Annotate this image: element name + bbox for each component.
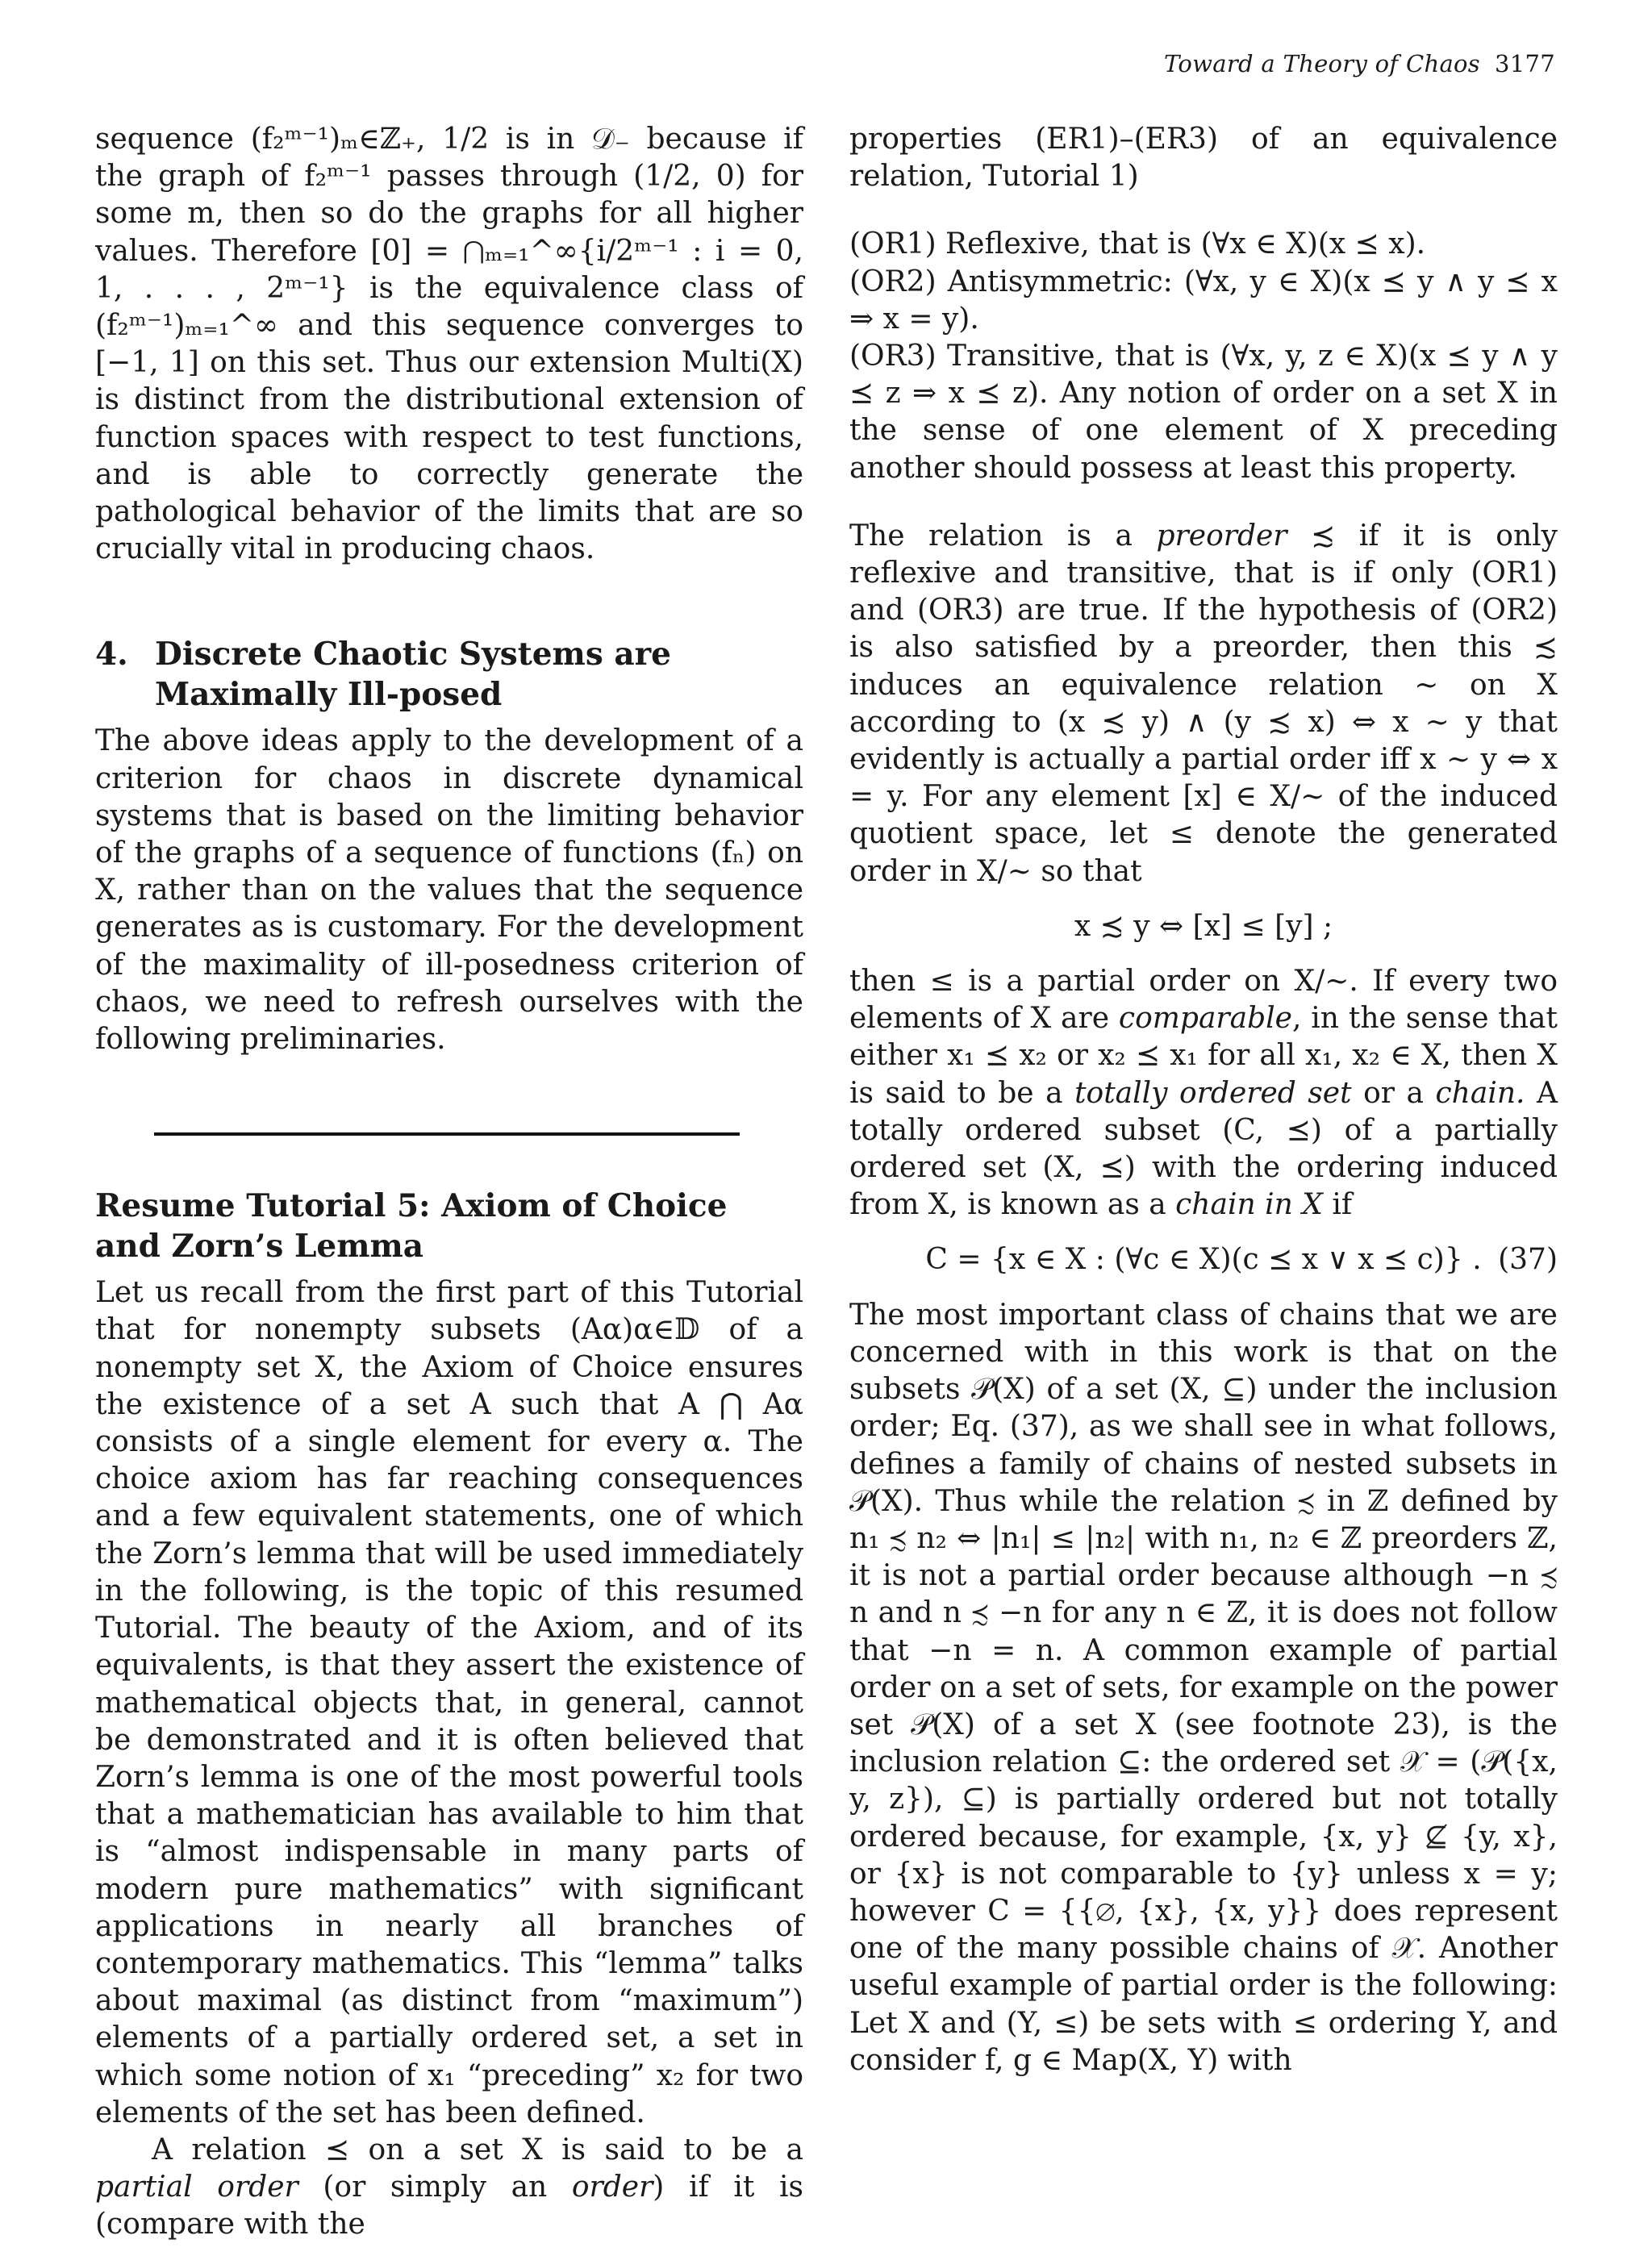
tutorial-divider — [154, 1132, 740, 1136]
tutorial-title-line1: Resume Tutorial 5: Axiom of Choice — [95, 1187, 728, 1225]
or3-item: (OR3) Transitive, that is (∀x, y, z ∈ X)(x ⪯ y ∧ y ⪯ z ⇒ x ⪯ z). Any notion of order on a set X in the sense of one element of X preceding another should possess at least this property. — [849, 340, 1558, 485]
chain-paragraph: then ≤ is a partial order on X/∼. If every two elements of X are comparable, in the sense that either x₁ ⪯ x₂ or x₂ ⪯ x₁ for all x₁, x₂ ∈ X, then X is said to be a totally ordered set or a chain. A totally ordered subset (C, ⪯) of a partially ordered set (X, ⪯) with the ordering induced from X, is known as a chain in X if — [849, 965, 1558, 1222]
partial-order-paragraph: A relation ⪯ on a set X is said to be a partial order (or simply an order) if it is (compare with the — [95, 2133, 804, 2242]
equation-number: (37) — [1498, 1243, 1558, 1277]
tutorial-heading — [95, 1186, 803, 1266]
section-heading — [95, 634, 803, 715]
section-title-line2: Maximally Ill-posed — [155, 676, 503, 714]
or2-item: (OR2) Antisymmetric: (∀x, y ∈ X)(x ⪯ y ∧ y ⪯ x ⇒ x = y). — [849, 265, 1558, 336]
running-title: Toward a Theory of Chaos — [1163, 50, 1480, 77]
paragraph-continued-right: properties (ER1)–(ER3) of an equivalence relation, Tutorial 1) — [849, 123, 1558, 194]
right-column — [849, 121, 1558, 2079]
section-intro-paragraph: The above ideas apply to the development of a criterion for chaos in discrete dynamical systems that is based on the limiting behavior of the graphs of a sequence of functions (fₙ) on X, rather than on the values that the sequence generates as is customary. For the development of the maximality of ill-posedness criterion of chaos, we need to refresh ourselves with the following preliminaries. — [95, 724, 803, 1057]
section-number: 4. — [95, 636, 128, 674]
tutorial-paragraph: Let us recall from the first part of this Tutorial that for nonempty subsets (Aα)α∈𝔻 of a nonempty set X, the Axiom of Choice ensures the existence of a set A such that A ⋂ Aα consists of a single element for every α. The choice axiom has far reaching consequences and a few equivalent statements, one of which the Zorn’s lemma that will be used immediately in the following, is the topic of this resumed Tutorial. The beauty of the Axiom, and of its equivalents, is that they assert the existence of mathematical objects that, in general, cannot be demonstrated and it is often believed that Zorn’s lemma is one of the most powerful tools that a mathematician has available to him that is “almost indispensable in many parts of modern pure mathematics” with significant applications in nearly all branches of contemporary mathematics. This “lemma” talks about maximal (as distinct from “maximum”) elements of a partially ordered set, a set in which some notion of x₁ “preceding” x₂ for two elements of the set has been defined. — [95, 1276, 803, 2129]
equation-37 — [849, 1241, 1558, 1278]
equation-37-body: C = {x ∈ X : (∀c ∈ X)(c ⪯ x ∨ x ⪯ c)} . — [925, 1243, 1482, 1277]
preorder-paragraph: The relation is a preorder ≾ if it is only reflexive and transitive, that is if only (OR1) and (OR3) are true. If the hypothesis of (OR2) is also satisfied by a preorder, then this ≾ induces an equivalence relation ∼ on X according to (x ≾ y) ∧ (y ≾ x) ⇔ x ∼ y that evidently is actually a partial order iff x ∼ y ⇔ x = y. For any element [x] ∈ X/∼ of the induced quotient space, let ≤ denote the generated order in X/∼ so that — [849, 519, 1558, 888]
display-equation: x ≾ y ⇔ [x] ≤ [y] ; — [1074, 909, 1333, 943]
page-number: 3177 — [1494, 50, 1555, 77]
section-title-line1: Discrete Chaotic Systems are — [155, 636, 671, 674]
or1-item: (OR1) Reflexive, that is (∀x ∈ X)(x ⪯ x). — [849, 227, 1426, 261]
chains-example-paragraph: The most important class of chains that we are concerned with in this work is that on the subsets 𝒫(X) of a set (X, ⊆) under the inclusion order; Eq. (37), as we shall see in what follows, defines a family of chains of nested subsets in 𝒫(X). Thus while the relation ≾ in ℤ defined by n₁ ≾ n₂ ⇔ |n₁| ≤ |n₂| with n₁, n₂ ∈ ℤ preorders ℤ, it is not a partial order because although −n ≾ n and n ≾ −n for any n ∈ ℤ, it is does not follow that −n = n. A common example of partial order on a set of sets, for example on the power set 𝒫(X) of a set X (see footnote 23), is the inclusion relation ⊆: the ordered set 𝒳 = (𝒫({x, y, z}), ⊆) is partially ordered but not totally ordered because, for example, {x, y} ⊈ {y, x}, or {x} is not comparable to {y} unless x = y; however C = {{∅, {x}, {x, y}} does represent one of the many possible chains of 𝒳. Another useful example of partial order is the following: Let X and (Y, ≤) be sets with ≤ ordering Y, and consider f, g ∈ Map(X, Y) with — [849, 1298, 1558, 2077]
tutorial-title-line2: and Zorn’s Lemma — [95, 1228, 424, 1266]
paragraph-continued: sequence (f₂ᵐ⁻¹)ₘ∈ℤ₊, 1/2 is in 𝒟₋ because if the graph of f₂ᵐ⁻¹ passes through (1/2, 0) for some m, then so do the graphs for all higher values. Therefore [0] = ⋂ₘ₌₁^∞{i/2ᵐ⁻¹ : i = 0, 1, . . . , 2ᵐ⁻¹} is the equivalence class of (f₂ᵐ⁻¹)ₘ₌₁^∞ and this sequence converges to [−1, 1] on this set. Thus our extension Multi(X) is distinct from the distributional extension of function spaces with respect to test functions, and is able to correctly generate the pathological behavior of the limits that are so crucially vital in producing chaos. — [95, 123, 803, 566]
running-head — [1164, 50, 1555, 77]
left-column — [95, 121, 803, 2244]
